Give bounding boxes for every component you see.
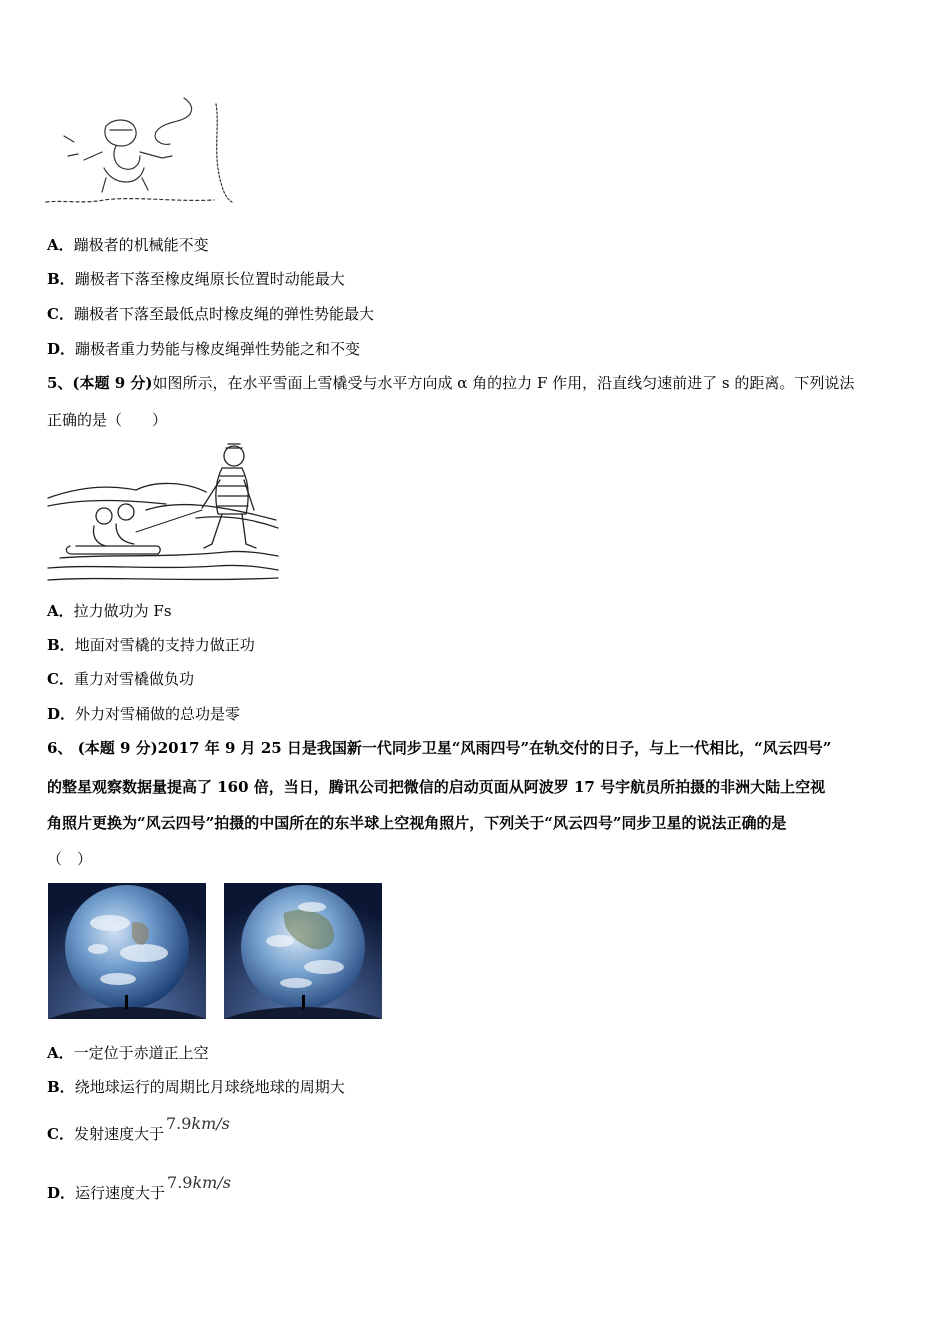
option-letter: D． [47, 705, 76, 723]
q5-option-d [47, 704, 240, 724]
q4-option-b [47, 269, 345, 289]
q6-option-a [47, 1043, 209, 1063]
speed-formula [167, 1173, 231, 1192]
earth-photo-china [224, 883, 382, 1019]
option-letter: A． [47, 1044, 74, 1062]
sled-drawing [46, 440, 280, 584]
q4-option-c [47, 304, 374, 324]
sled-figure [46, 440, 280, 584]
q4-option-d [47, 339, 360, 359]
option-letter: B． [47, 1078, 75, 1096]
option-letter: D． [47, 1184, 76, 1202]
option-letter: C． [47, 1125, 74, 1143]
q5-stem-text: 如图所示，在水平雪面上雪橇受与水平方向成 α 角的拉力 F 作用，沿直线匀速前进了 s 的距离。下列说法 [152, 374, 855, 392]
q5-stem-line1 [47, 373, 854, 393]
q6-option-c [47, 1114, 230, 1144]
q6-stem-line2: 的整星观察数据量提高了 160 倍，当日，腾讯公司把微信的启动页面从阿波罗 17 号宇航员所拍摄的非洲大陆上空视 [47, 778, 826, 796]
speed-formula [166, 1114, 230, 1133]
q5-option-a [47, 601, 172, 621]
bungee-jumper-figure [44, 96, 236, 208]
option-letter: A． [47, 236, 74, 254]
earth-globe-icon [224, 883, 382, 1019]
option-letter: D． [47, 340, 76, 358]
option-letter: B． [47, 636, 75, 654]
option-text: 一定位于赤道正上空 [73, 1044, 209, 1062]
q6-stem-text: 2017 年 9 月 25 日是我国新一代同步卫星“风雨四号”在轨交付的日子，与上一代相比，“风云四号” [157, 739, 832, 757]
q5-stem-line2: 正确的是（ ） [47, 411, 168, 429]
q5-option-b [47, 635, 255, 655]
formula-value: 7.9 [167, 1173, 193, 1192]
q6-option-b [47, 1077, 345, 1097]
option-text: 拉力做功为 Fs [73, 602, 172, 620]
q4-option-a [47, 235, 209, 255]
option-letter: B． [47, 270, 75, 288]
formula-value: 7.9 [165, 1114, 192, 1133]
option-text: 外力对雪桶做的总功是零 [75, 705, 241, 723]
q6-stem-line3: 角照片更换为“风云四号”拍摄的中国所在的东半球上空视角照片，下列关于“风云四号”同步卫星的说法正确的是 [47, 814, 787, 832]
option-text: 绕地球运行的周期比月球绕地球的周期大 [74, 1078, 345, 1096]
q5-option-c [47, 669, 194, 689]
option-letter: A． [47, 602, 74, 620]
q6-option-d [47, 1173, 231, 1203]
formula-unit: km/s [191, 1114, 230, 1133]
option-text: 蹦极者下落至橡皮绳原长位置时动能最大 [74, 270, 345, 288]
earth-photo-africa [48, 883, 206, 1019]
option-letter: C． [47, 670, 74, 688]
option-text: 运行速度大于 [75, 1184, 166, 1202]
q6-number: 6、 (本题 9 分) [47, 739, 158, 757]
earth-globe-icon [48, 883, 206, 1019]
option-text: 蹦极者的机械能不变 [73, 236, 209, 254]
option-text: 重力对雪橇做负功 [73, 670, 194, 688]
q5-number: 5、(本题 9 分) [47, 374, 153, 392]
option-text: 地面对雪橇的支持力做正功 [74, 636, 255, 654]
formula-unit: km/s [192, 1173, 231, 1192]
q6-stem-line4: （ ） [47, 850, 93, 868]
option-text: 蹦极者下落至最低点时橡皮绳的弹性势能最大 [73, 305, 374, 323]
option-text: 蹦极者重力势能与橡皮绳弹性势能之和不变 [75, 340, 361, 358]
option-text: 发射速度大于 [73, 1125, 164, 1143]
option-letter: C． [47, 305, 74, 323]
q6-stem-line1 [47, 738, 831, 758]
bungee-jumper-drawing [44, 96, 236, 208]
